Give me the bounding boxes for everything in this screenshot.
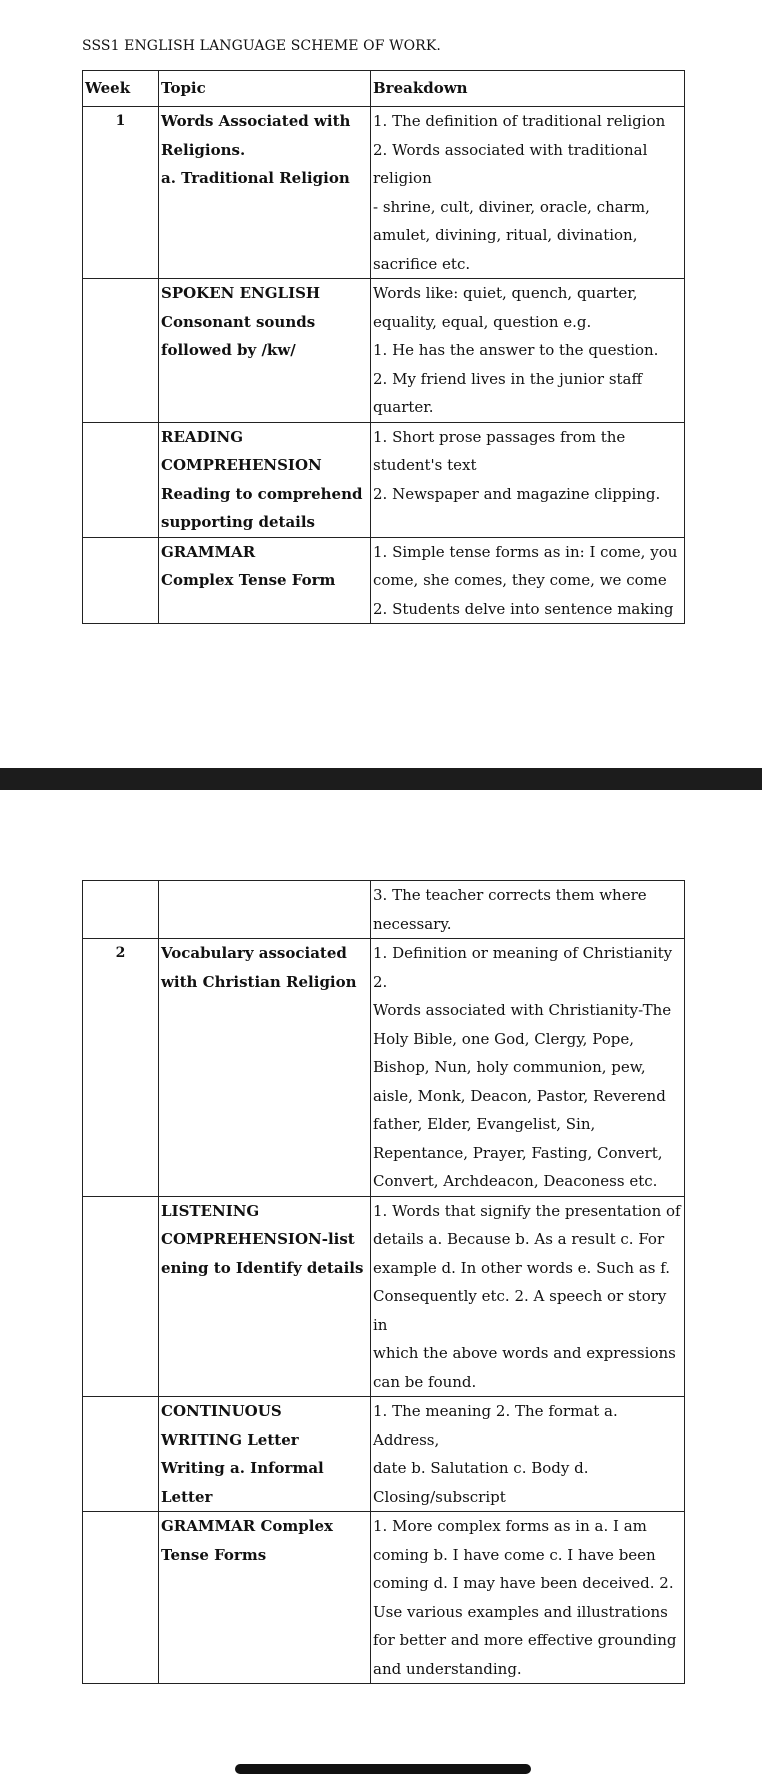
- table-row: [83, 1512, 685, 1684]
- breakdown-cell: [371, 1512, 685, 1684]
- table-row: [83, 939, 685, 1197]
- breakdown-line: Bishop, Nun, holy communion, pew,: [373, 1058, 646, 1076]
- scheme-table-page-2: [82, 880, 685, 1684]
- week-cell: [83, 1512, 159, 1684]
- breakdown-cell: [371, 1397, 685, 1512]
- breakdown-line: Words associated with Christianity-The: [373, 1001, 672, 1019]
- breakdown-line: 1. Definition or meaning of Christianity 2.: [373, 944, 673, 991]
- topic-line: CONTINUOUS: [161, 1402, 282, 1420]
- page-divider: [0, 768, 762, 790]
- week-cell: 2: [83, 939, 159, 1197]
- week-cell: [83, 881, 159, 939]
- table-header-row: [83, 71, 685, 107]
- topic-cell: [159, 1196, 371, 1397]
- topic-line: SPOKEN ENGLISH: [161, 284, 321, 302]
- topic-line: COMPREHENSION: [161, 456, 322, 474]
- breakdown-line: for better and more effective grounding: [373, 1631, 677, 1649]
- week-cell: [83, 279, 159, 423]
- breakdown-line: 1. The meaning 2. The format a. Address,: [373, 1402, 618, 1449]
- week-cell: [83, 422, 159, 537]
- table-row: [83, 881, 685, 939]
- breakdown-line: Holy Bible, one God, Clergy, Pope,: [373, 1029, 634, 1048]
- breakdown-line: Convert, Archdeacon, Deaconess etc.: [373, 1172, 658, 1190]
- table-row: [83, 1196, 685, 1397]
- topic-line: Vocabulary associated: [161, 944, 347, 962]
- breakdown-line: 2. My friend lives in the junior staff: [373, 369, 643, 388]
- breakdown-line: details a. Because b. As a result c. For: [373, 1230, 665, 1248]
- breakdown-line: 3. The teacher corrects them where: [373, 886, 647, 904]
- breakdown-line: and understanding.: [373, 1659, 522, 1678]
- breakdown-line: Repentance, Prayer, Fasting, Convert,: [373, 1143, 663, 1162]
- table-row: [83, 422, 685, 537]
- breakdown-line: necessary.: [373, 914, 452, 933]
- breakdown-line: come, she comes, they come, we come: [373, 571, 667, 589]
- breakdown-line: example d. In other words e. Such as f.: [373, 1258, 671, 1277]
- breakdown-cell: [371, 881, 685, 939]
- breakdown-line: 2. Students delve into sentence making: [373, 599, 674, 618]
- breakdown-line: quarter.: [373, 398, 434, 416]
- topic-line: Consonant sounds: [161, 312, 316, 331]
- topic-line: Complex Tense Form: [161, 571, 336, 589]
- topic-line: Tense Forms: [161, 1545, 267, 1564]
- breakdown-line: Use various examples and illustrations: [373, 1602, 668, 1621]
- topic-line: a. Traditional Religion: [161, 169, 350, 187]
- breakdown-cell: [371, 939, 685, 1197]
- breakdown-line: Closing/subscript: [373, 1487, 506, 1506]
- breakdown-line: date b. Salutation c. Body d.: [373, 1459, 589, 1477]
- topic-cell: [159, 279, 371, 423]
- breakdown-line: amulet, divining, ritual, divination,: [373, 226, 638, 244]
- breakdown-line: 1. More complex forms as in a. I am: [373, 1517, 647, 1535]
- breakdown-line: 1. The definition of traditional religion: [373, 112, 666, 130]
- breakdown-line: 2. Newspaper and magazine clipping.: [373, 484, 661, 503]
- week-cell: [83, 537, 159, 624]
- topic-line: ening to Identify details: [161, 1258, 364, 1277]
- topic-line: READING: [161, 427, 244, 446]
- topic-column-header: Topic: [159, 71, 371, 107]
- topic-cell: [159, 537, 371, 624]
- breakdown-cell: [371, 422, 685, 537]
- breakdown-cell: [371, 279, 685, 423]
- breakdown-line: coming b. I have come c. I have been: [373, 1545, 656, 1564]
- topic-line: with Christian Religion: [161, 972, 357, 991]
- week-cell: 1: [83, 107, 159, 279]
- breakdown-line: father, Elder, Evangelist, Sin,: [373, 1115, 596, 1133]
- breakdown-line: Words like: quiet, quench, quarter,: [373, 284, 638, 302]
- week-column-header: Week: [83, 71, 159, 107]
- topic-line: Religions.: [161, 140, 246, 159]
- breakdown-line: equality, equal, question e.g.: [373, 312, 592, 331]
- week-cell: [83, 1397, 159, 1512]
- breakdown-line: sacrifice etc.: [373, 254, 471, 273]
- topic-line: Words Associated with: [161, 112, 351, 130]
- week-cell: [83, 1196, 159, 1397]
- breakdown-line: 1. Short prose passages from the: [373, 427, 626, 446]
- breakdown-cell: [371, 1196, 685, 1397]
- breakdown-line: can be found.: [373, 1372, 477, 1391]
- document-title: SSS1 ENGLISH LANGUAGE SCHEME OF WORK.: [82, 38, 441, 54]
- breakdown-line: aisle, Monk, Deacon, Pastor, Reverend: [373, 1086, 666, 1105]
- topic-cell: [159, 1512, 371, 1684]
- table-row: [83, 279, 685, 423]
- topic-cell: [159, 1397, 371, 1512]
- table-row: [83, 537, 685, 624]
- topic-line: Writing a. Informal: [161, 1459, 324, 1477]
- topic-line: GRAMMAR Complex: [161, 1517, 333, 1535]
- breakdown-line: coming d. I may have been deceived. 2.: [373, 1574, 674, 1592]
- breakdown-line: 1. Simple tense forms as in: I come, you: [373, 542, 678, 561]
- table-row: [83, 107, 685, 279]
- breakdown-line: - shrine, cult, diviner, oracle, charm,: [373, 197, 650, 216]
- breakdown-column-header: Breakdown: [371, 71, 685, 107]
- home-indicator[interactable]: [235, 1764, 531, 1774]
- breakdown-line: religion: [373, 169, 432, 187]
- topic-cell: [159, 881, 371, 939]
- breakdown-line: 1. Words that signify the presentation of: [373, 1201, 681, 1220]
- topic-line: Reading to comprehend: [161, 484, 363, 503]
- topic-line: WRITING Letter: [161, 1430, 299, 1449]
- table-row: [83, 1397, 685, 1512]
- topic-line: COMPREHENSION-list: [161, 1230, 355, 1248]
- breakdown-line: which the above words and expressions: [373, 1344, 676, 1362]
- breakdown-line: 1. He has the answer to the question.: [373, 341, 659, 359]
- topic-line: Letter: [161, 1487, 213, 1506]
- breakdown-line: student's text: [373, 456, 477, 474]
- breakdown-cell: [371, 537, 685, 624]
- topic-line: GRAMMAR: [161, 542, 256, 561]
- topic-cell: [159, 107, 371, 279]
- breakdown-line: Consequently etc. 2. A speech or story in: [373, 1287, 667, 1334]
- topic-cell: [159, 422, 371, 537]
- topic-line: supporting details: [161, 513, 315, 531]
- scheme-table-page-1: [82, 70, 685, 624]
- topic-line: followed by /kw/: [161, 341, 296, 359]
- topic-cell: [159, 939, 371, 1197]
- topic-line: LISTENING: [161, 1201, 260, 1220]
- breakdown-line: 2. Words associated with traditional: [373, 140, 648, 159]
- breakdown-cell: [371, 107, 685, 279]
